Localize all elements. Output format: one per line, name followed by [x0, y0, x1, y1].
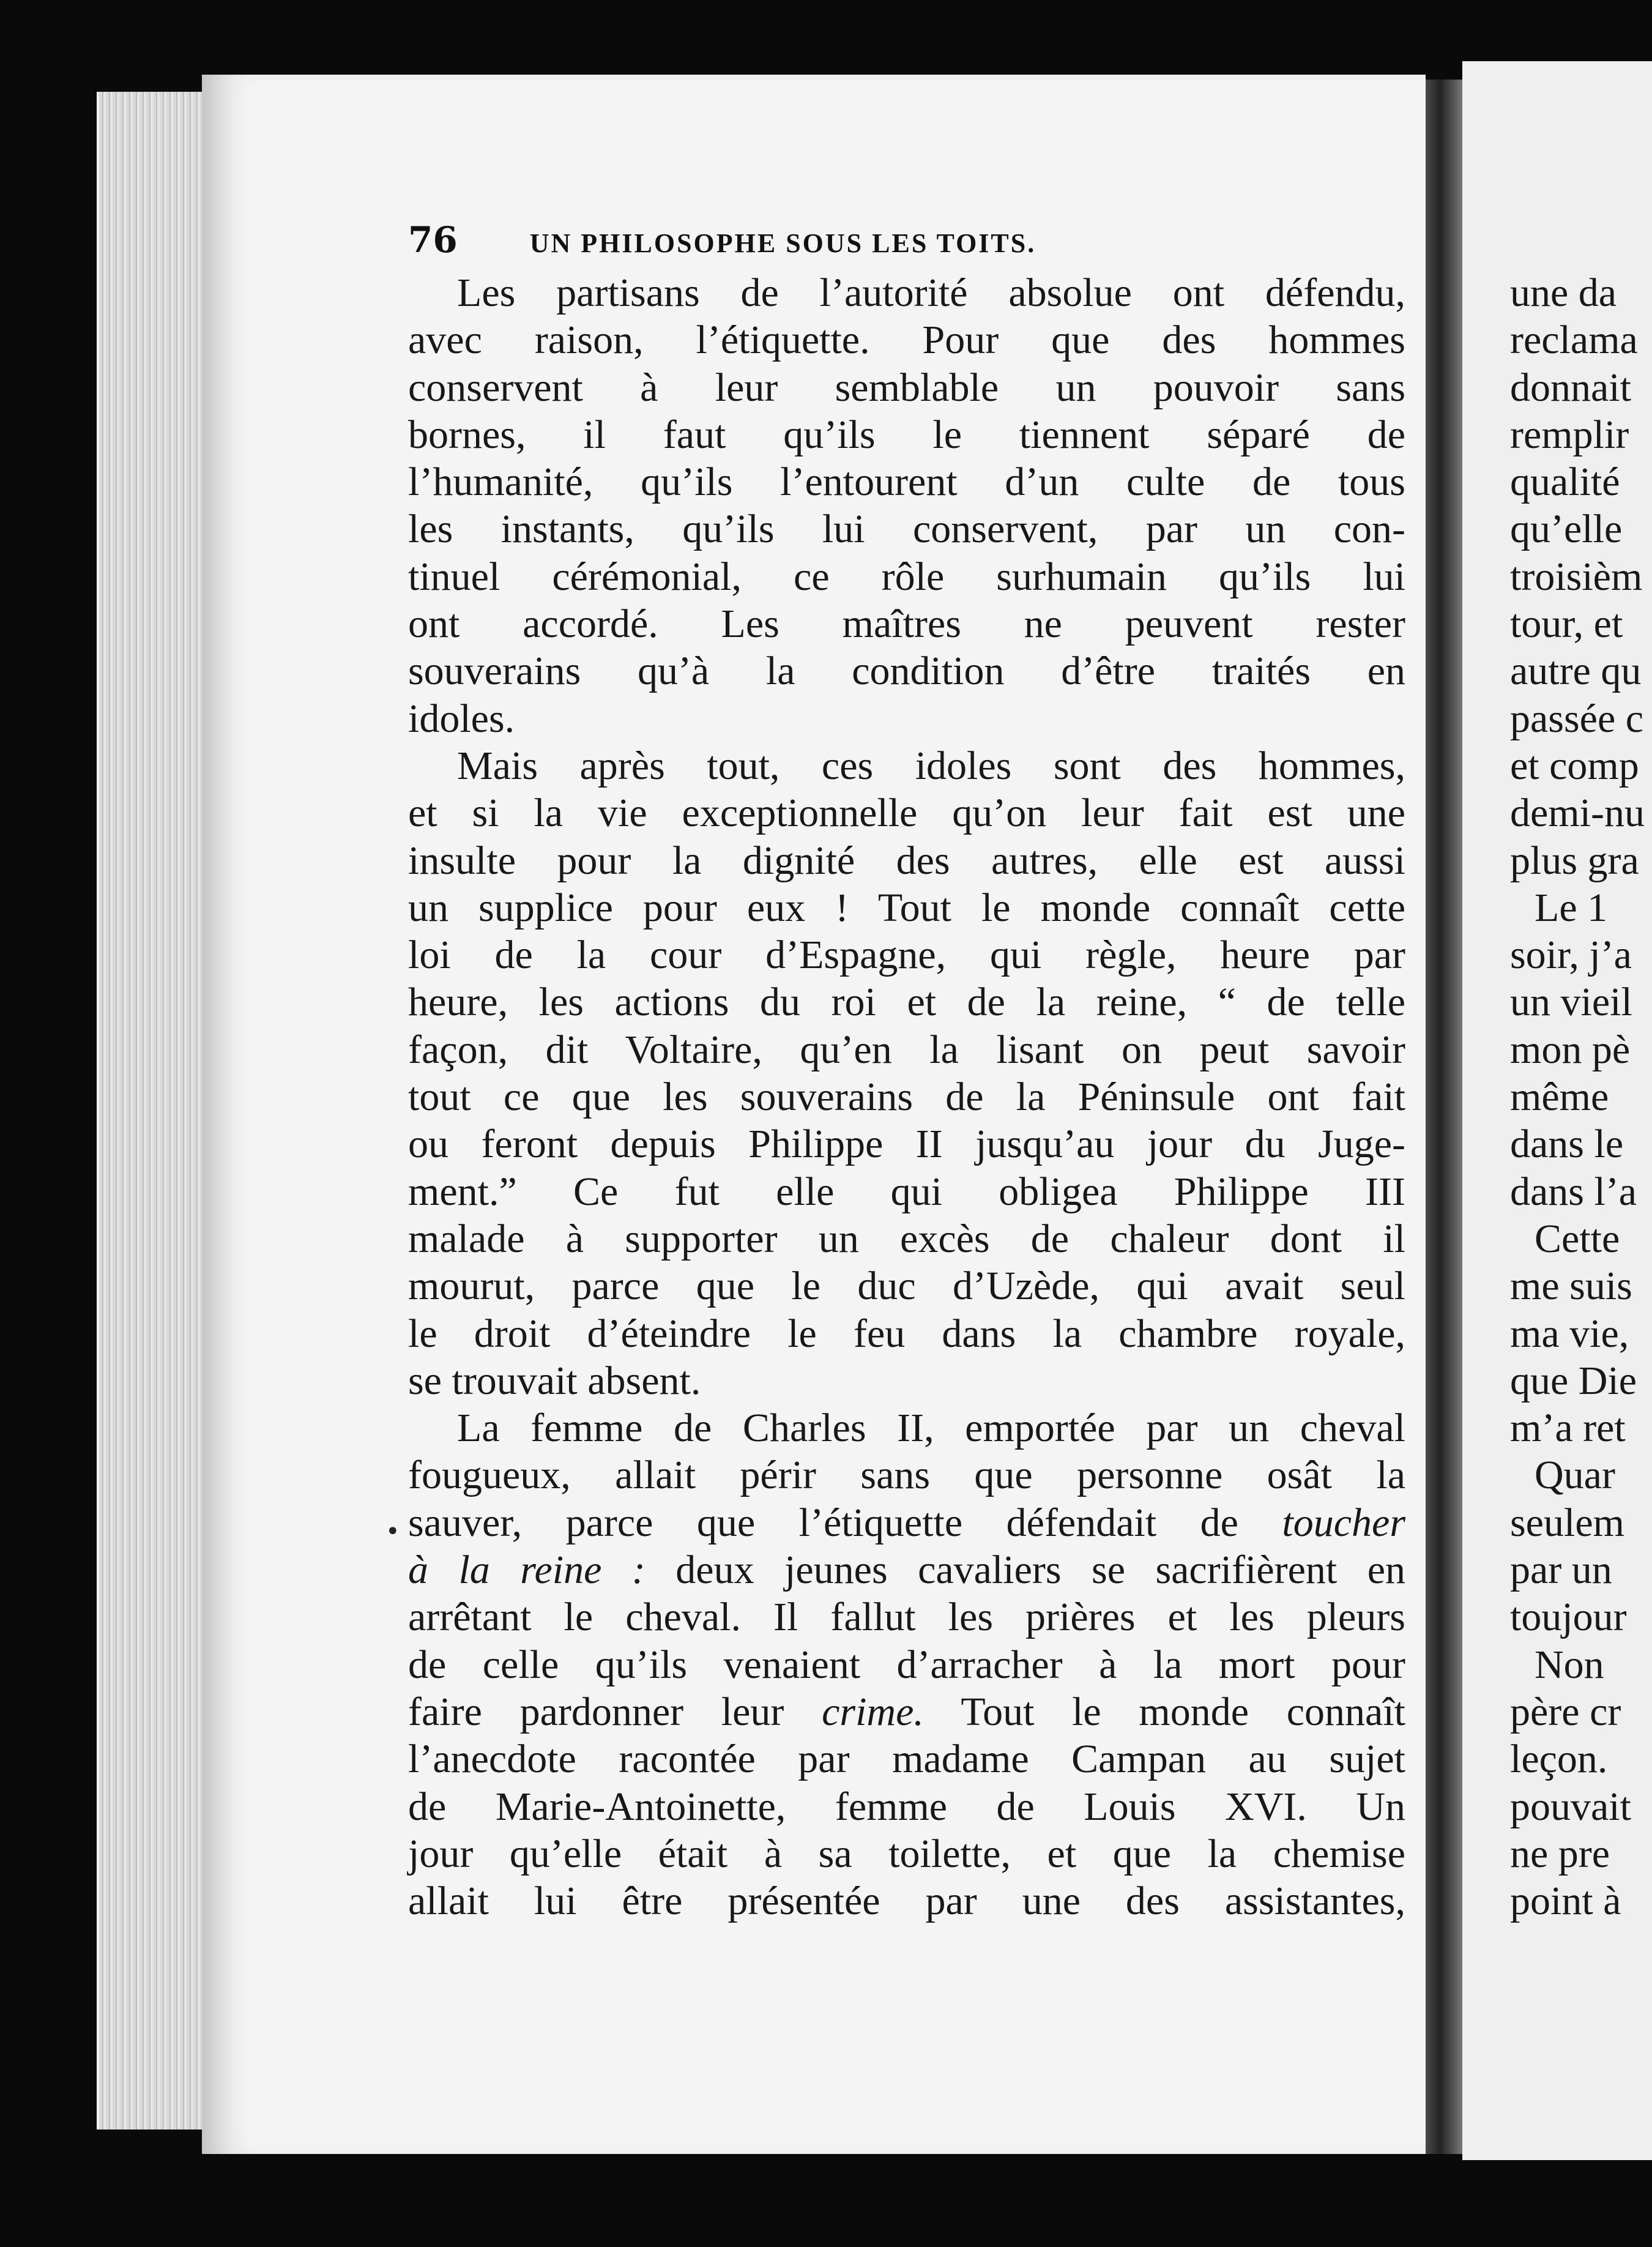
right-text-line: Non: [1535, 1642, 1604, 1687]
text-line: [408, 1357, 1405, 1404]
right-text-line: père cr: [1510, 1689, 1621, 1734]
right-text-line: que Die: [1510, 1358, 1637, 1403]
right-text-line: leçon.: [1510, 1737, 1608, 1782]
right-text-line: demi-nu: [1510, 791, 1645, 836]
text-segment: arrêtant le cheval. Il fallut les prières et les pleurs: [408, 1595, 1405, 1640]
right-text-line: donnait: [1510, 365, 1631, 410]
text-segment: jour qu’elle était à sa toilette, et que la chemise: [408, 1831, 1405, 1876]
text-segment: Tout le monde connaît: [923, 1689, 1405, 1734]
right-text-line: soir, j’a: [1510, 933, 1632, 978]
text-line: [408, 931, 1405, 978]
right-text-line: me suis: [1510, 1264, 1632, 1309]
text-segment: tout ce que les souverains de la Péninsule ont fait: [408, 1075, 1405, 1120]
text-segment: l’anecdote racontée par madame Campan au sujet: [408, 1737, 1405, 1782]
text-segment: de celle qu’ils venaient d’arracher à la mort pour: [408, 1642, 1405, 1687]
text-segment: idoles.: [408, 696, 515, 741]
right-text-line: ne pre: [1510, 1831, 1610, 1876]
right-text-line: par un: [1510, 1548, 1612, 1593]
text-line: [408, 647, 1405, 695]
text-line: [408, 411, 1405, 458]
right-page-partial-text: [1510, 269, 1652, 1925]
text-segment: avec raison, l’étiquette. Pour que des hommes: [408, 318, 1405, 363]
book-gutter: [1426, 80, 1462, 2154]
text-segment: loi de la cour d’Espagne, qui règle, heure par: [408, 933, 1405, 978]
right-text-line: m’a ret: [1510, 1406, 1626, 1451]
right-text-line: tour, et: [1510, 602, 1623, 647]
text-segment: un supplice pour eux ! Tout le monde connaît cette: [408, 885, 1405, 930]
right-text-line: un vieil: [1510, 980, 1632, 1025]
right-text-line: Quar: [1535, 1453, 1615, 1498]
text-segment: tinuel cérémonial, ce rôle surhumain qu’ils lui: [408, 554, 1405, 599]
text-line: [408, 837, 1405, 884]
text-line: [408, 789, 1405, 837]
running-head: [408, 219, 1222, 262]
right-text-line: ma vie,: [1510, 1311, 1629, 1356]
text-line: [408, 1073, 1405, 1120]
right-text-line: qualité: [1510, 460, 1620, 505]
text-segment: le droit d’éteindre le feu dans la chambre royale,: [408, 1311, 1405, 1356]
text-segment: conservent à leur semblable un pouvoir sans: [408, 365, 1405, 410]
text-segment: bornes, il faut qu’ils le tiennent séparé de: [408, 412, 1405, 457]
right-text-line: même: [1510, 1075, 1609, 1120]
text-line: [408, 884, 1405, 931]
italic-text: toucher: [1282, 1500, 1405, 1545]
text-segment: La femme de Charles II, emportée par un cheval: [457, 1406, 1405, 1451]
text-line: [408, 1120, 1405, 1168]
running-title: UN PHILOSOPHE SOUS LES TOITS.: [529, 228, 1036, 258]
text-segment: allait lui être présentée par une des assistantes,: [408, 1879, 1405, 1924]
right-text-line: mon pè: [1510, 1027, 1631, 1072]
text-segment: deux jeunes cavaliers se sacrifièrent en: [645, 1548, 1406, 1593]
text-line: [408, 458, 1405, 505]
text-segment: sauver, parce que l’étiquette défendait de: [408, 1500, 1282, 1545]
text-line: [408, 364, 1405, 411]
right-text-line: Le 1: [1535, 885, 1608, 930]
text-line: [408, 1404, 1405, 1451]
text-line: [408, 1451, 1405, 1499]
right-text-line: plus gra: [1510, 838, 1639, 883]
text-segment: ou feront depuis Philippe II jusqu’au jour du Juge-: [408, 1122, 1405, 1167]
text-line: [408, 1593, 1405, 1641]
text-segment: se trouvait absent.: [408, 1358, 701, 1403]
text-segment: malade à supporter un excès de chaleur dont il: [408, 1216, 1405, 1261]
text-segment: de Marie-Antoinette, femme de Louis XVI. Un: [408, 1784, 1405, 1829]
text-line: [408, 1168, 1405, 1215]
right-text-line: passée c: [1510, 696, 1644, 741]
text-line: [408, 269, 1405, 316]
text-line: [408, 1026, 1405, 1073]
text-segment: Mais après tout, ces idoles sont des hommes,: [457, 743, 1405, 788]
text-segment: les instants, qu’ils lui conservent, par un con-: [408, 507, 1405, 552]
right-text-line: point à: [1510, 1879, 1621, 1924]
right-text-line: une da: [1510, 270, 1617, 315]
right-text-line: autre qu: [1510, 649, 1642, 694]
text-segment: mourut, parce que le duc d’Uzède, qui avait seul: [408, 1264, 1405, 1309]
text-line: [408, 1215, 1405, 1262]
italic-text: à la reine :: [408, 1548, 646, 1593]
italic-text: crime.: [822, 1689, 924, 1734]
text-line: [408, 553, 1405, 600]
page-number: 76: [408, 219, 458, 261]
text-line: [408, 1546, 1405, 1593]
text-segment: ment.” Ce fut elle qui obligea Philippe III: [408, 1169, 1405, 1214]
text-segment: et si la vie exceptionnelle qu’on leur fait est une: [408, 791, 1405, 836]
right-text-line: dans l’a: [1510, 1169, 1637, 1214]
text-segment: l’humanité, qu’ils l’entourent d’un culte de tous: [408, 460, 1405, 505]
text-line: [408, 505, 1405, 553]
right-text-line: remplir: [1510, 412, 1629, 457]
text-segment: heure, les actions du roi et de la reine, “ de telle: [408, 980, 1405, 1025]
text-line: [408, 1310, 1405, 1357]
right-text-line: reclama: [1510, 318, 1638, 363]
text-line: [408, 316, 1405, 363]
text-line: [408, 1877, 1405, 1925]
text-line: [408, 1830, 1405, 1877]
text-line: [408, 1688, 1405, 1735]
right-text-line: toujour: [1510, 1595, 1627, 1640]
right-text-line: qu’elle: [1510, 507, 1623, 552]
text-line: [408, 1641, 1405, 1688]
text-line: [408, 1735, 1405, 1783]
text-line: [408, 978, 1405, 1026]
text-line: [408, 1262, 1405, 1310]
right-text-line: pouvait: [1510, 1784, 1631, 1829]
right-text-line: et comp: [1510, 743, 1639, 788]
left-page-body-text: [408, 269, 1405, 1925]
text-segment: Les partisans de l’autorité absolue ont défendu,: [457, 270, 1405, 315]
text-line: [408, 742, 1405, 789]
text-line: [408, 1499, 1405, 1546]
text-line: [408, 1783, 1405, 1830]
right-text-line: troisièm: [1510, 554, 1643, 599]
text-line: [408, 695, 1405, 742]
text-segment: insulte pour la dignité des autres, elle est aussi: [408, 838, 1405, 883]
text-segment: fougueux, allait périr sans que personne osât la: [408, 1453, 1405, 1498]
text-segment: souverains qu’à la condition d’être traités en: [408, 649, 1405, 694]
text-segment: façon, dit Voltaire, qu’en la lisant on peut savoir: [408, 1027, 1405, 1072]
text-segment: ont accordé. Les maîtres ne peuvent rester: [408, 602, 1405, 647]
right-text-line: seulem: [1510, 1500, 1624, 1545]
text-line: [408, 600, 1405, 647]
right-text-line: Cette: [1535, 1216, 1620, 1261]
ink-speck: •: [385, 1518, 400, 1546]
right-text-line: dans le: [1510, 1122, 1624, 1167]
text-segment: faire pardonner leur: [408, 1689, 822, 1734]
